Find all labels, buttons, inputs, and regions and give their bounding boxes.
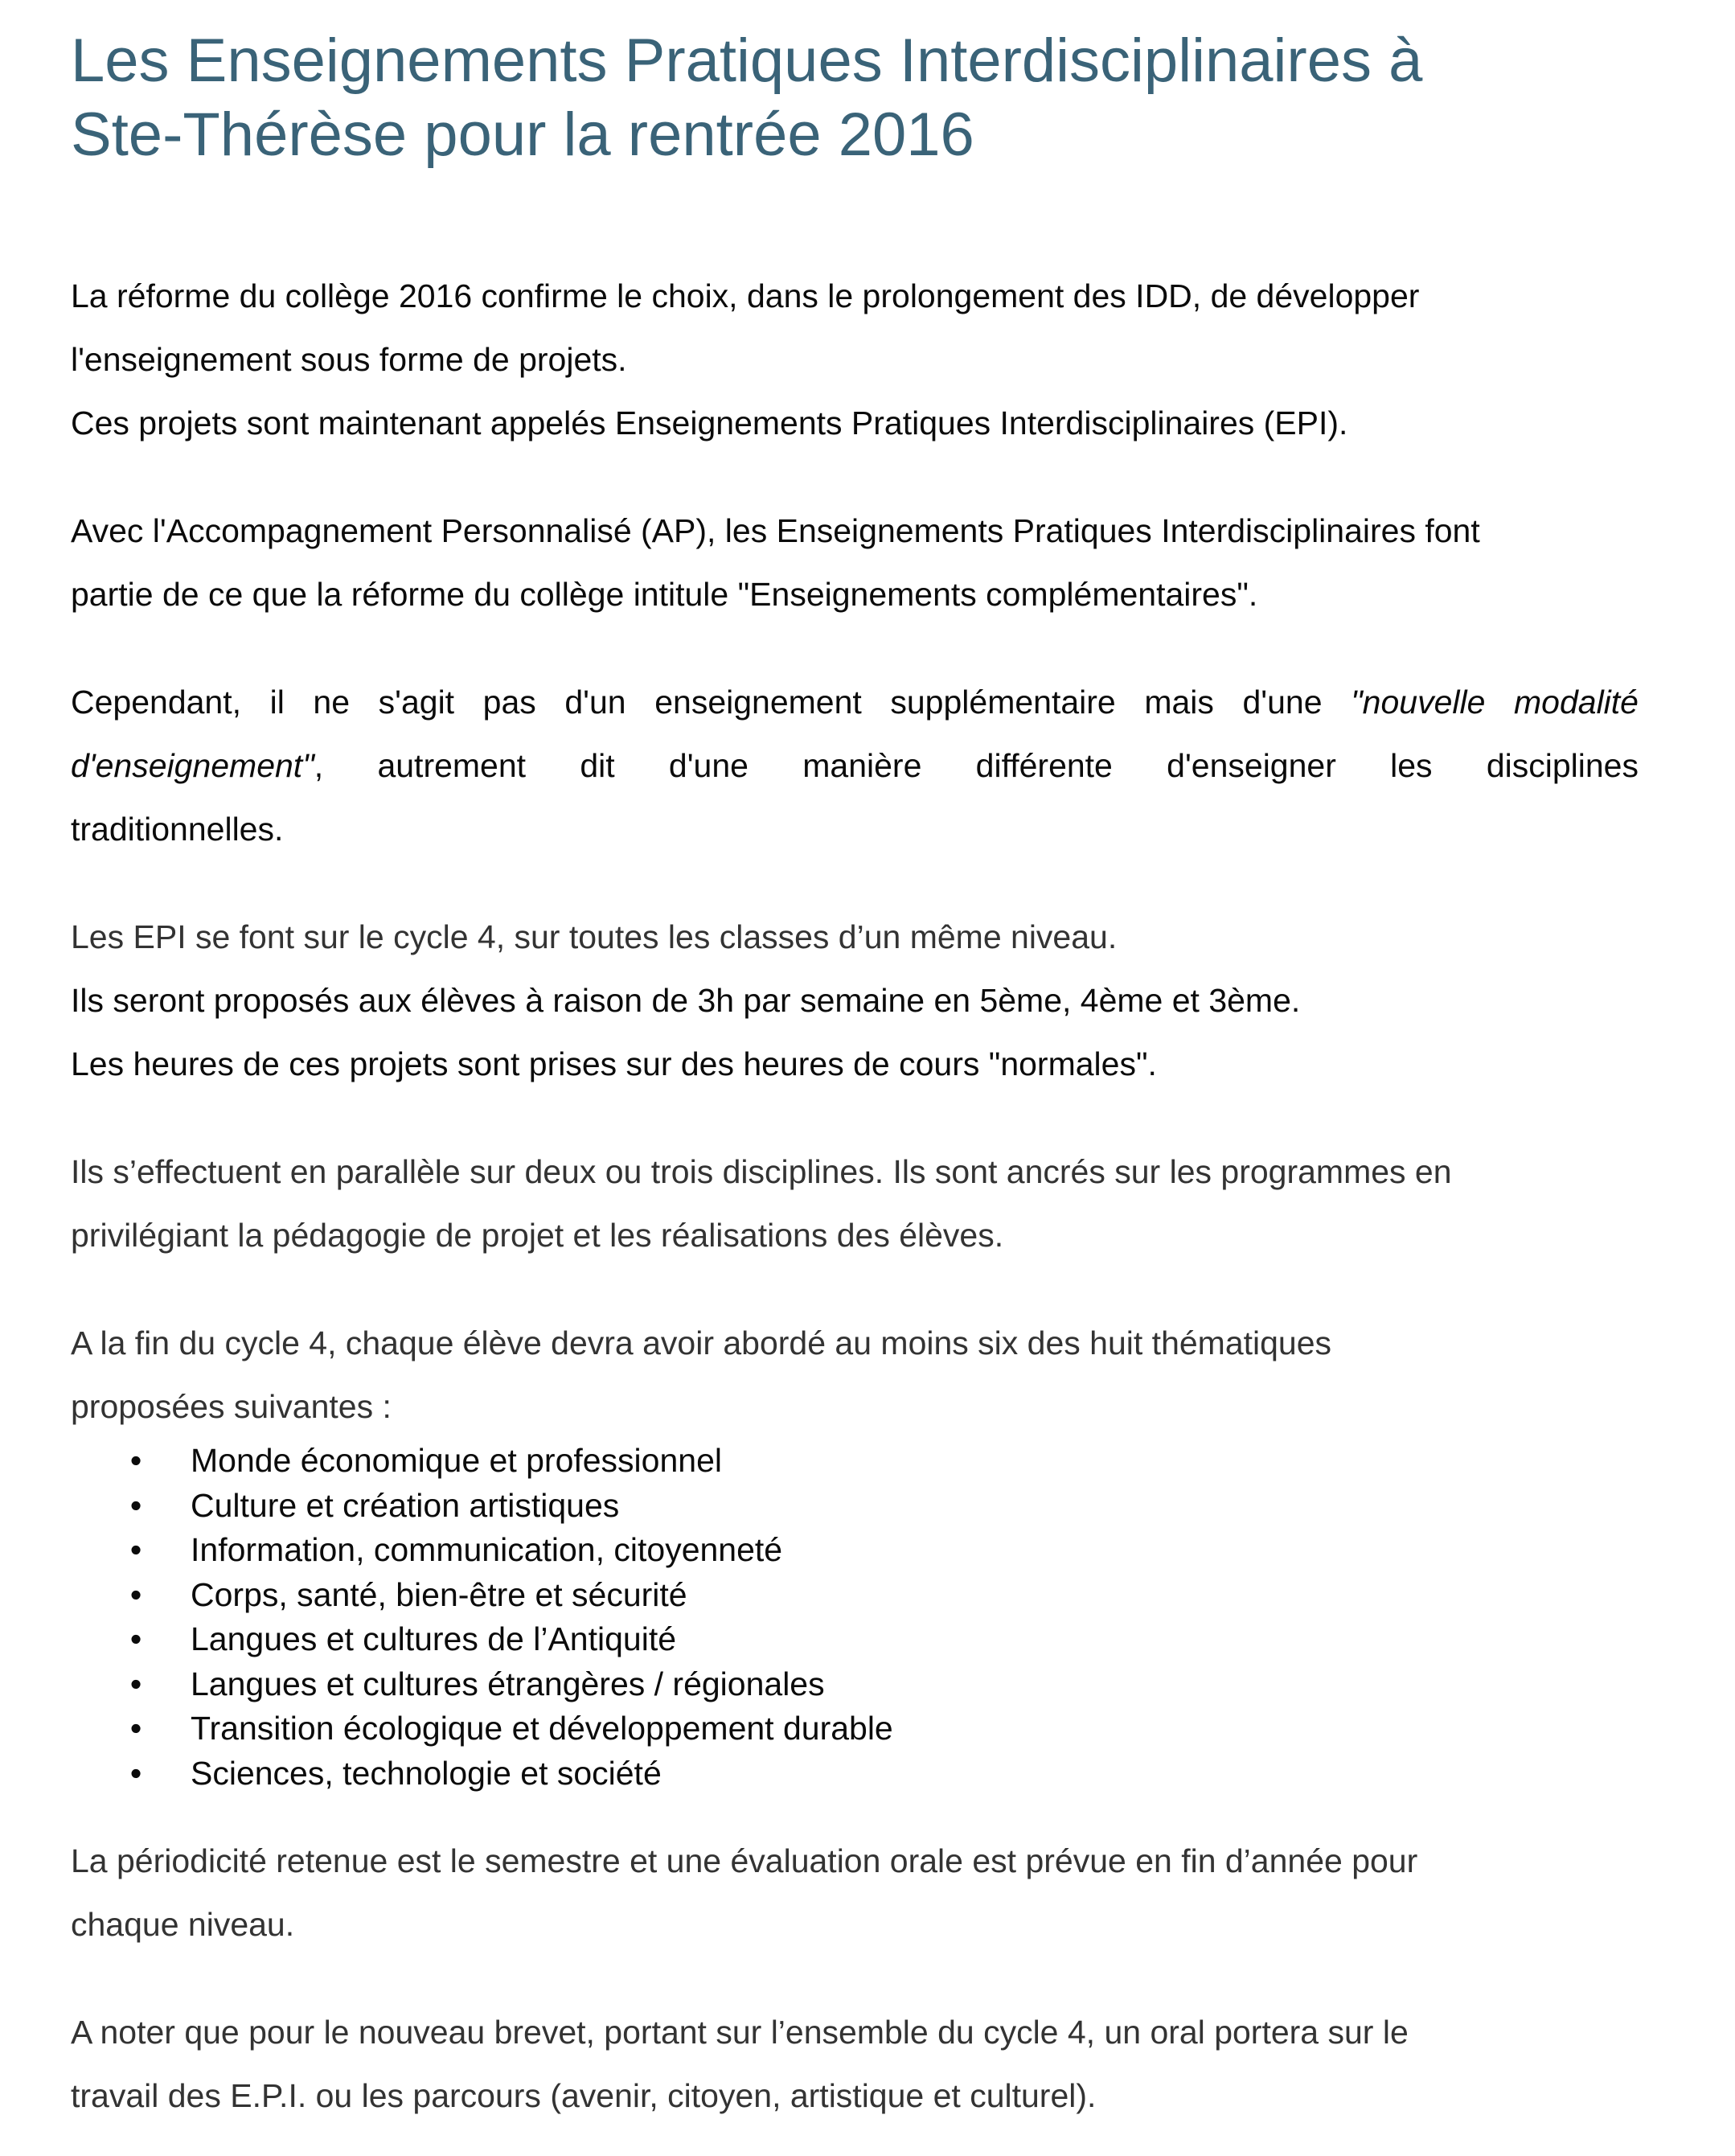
themes-list-item [71, 1528, 1639, 1573]
page-title [71, 24, 1639, 172]
page-title-line-1: Les Enseignements Pratiques Interdisciplinaires à [71, 27, 1423, 95]
fin-cycle-paragraph [71, 1312, 1639, 1439]
bullet-icon: • [129, 1575, 142, 1613]
brevet-line-1: A noter que pour le nouveau brevet, portant sur l’ensemble du cycle 4, un oral portera sur le [71, 2014, 1409, 2051]
themes-list-item [71, 1617, 1639, 1662]
intro-line-3: Ces projets sont maintenant appelés Enseignements Pratiques Interdisciplinaires (EPI). [71, 405, 1348, 441]
themes-list-item-label: Culture et création artistiques [191, 1486, 620, 1524]
bullet-icon: • [129, 1754, 142, 1792]
modalite-line-2-text: , autrement dit d'une manière différente d'enseigner les disciplines [314, 747, 1639, 784]
cycle-line-1: Les EPI se font sur le cycle 4, sur toutes les classes d’un même niveau. [71, 918, 1118, 955]
periodicite-line-2: chaque niveau. [71, 1906, 295, 1943]
themes-list-item [71, 1662, 1639, 1707]
parallele-line-2: privilégiant la pédagogie de projet et les réalisations des élèves. [71, 1217, 1004, 1254]
fin-cycle-line-1: A la fin du cycle 4, chaque élève devra avoir abordé au moins six des huit thématiques [71, 1324, 1332, 1361]
modalite-line-2 [71, 734, 1639, 798]
brevet-paragraph [71, 2001, 1639, 2128]
cycle-line-3: Les heures de ces projets sont prises sur des heures de cours "normales". [71, 1045, 1157, 1082]
themes-list [71, 1439, 1639, 1796]
themes-list-item-label: Information, communication, citoyenneté [191, 1531, 783, 1568]
modalite-line-1 [71, 671, 1639, 734]
themes-list-item [71, 1439, 1639, 1484]
bullet-icon: • [129, 1486, 142, 1524]
themes-list-item-label: Transition écologique et développement durable [191, 1710, 893, 1747]
ap-paragraph [71, 499, 1639, 626]
modalite-paragraph [71, 671, 1639, 861]
modalite-line-1-italic: "nouvelle modalité [1351, 684, 1639, 721]
fin-cycle-line-2: proposées suivantes : [71, 1388, 392, 1425]
periodicite-paragraph [71, 1830, 1639, 1957]
themes-list-item-label: Langues et cultures de l’Antiquité [191, 1620, 677, 1657]
parallele-paragraph [71, 1140, 1639, 1267]
document-page [71, 24, 1639, 2128]
themes-list-item-label: Sciences, technologie et société [191, 1754, 662, 1792]
page-title-line-2: Ste-Thérèse pour la rentrée 2016 [71, 101, 974, 169]
parallele-line-1: Ils s’effectuent en parallèle sur deux ou trois disciplines. Ils sont ancrés sur les programmes en [71, 1153, 1452, 1190]
brevet-line-2: travail des E.P.I. ou les parcours (avenir, citoyen, artistique et culturel). [71, 2077, 1097, 2114]
ap-line-2: partie de ce que la réforme du collège intitule "Enseignements complémentaires". [71, 576, 1258, 613]
modalite-line-2-italic: d'enseignement" [71, 747, 314, 784]
themes-list-item-label: Corps, santé, bien-être et sécurité [191, 1575, 687, 1613]
modalite-line-1-text: Cependant, il ne s'agit pas d'un enseignement supplémentaire mais d'une [71, 684, 1351, 721]
modalite-line-3: traditionnelles. [71, 811, 284, 848]
themes-list-item [71, 1751, 1639, 1797]
themes-list-item [71, 1706, 1639, 1751]
bullet-icon: • [129, 1620, 142, 1657]
themes-list-item [71, 1484, 1639, 1529]
cycle-line-2: Ils seront proposés aux élèves à raison de 3h par semaine en 5ème, 4ème et 3ème. [71, 982, 1301, 1019]
bullet-icon: • [129, 1531, 142, 1568]
periodicite-line-1: La périodicité retenue est le semestre et une évaluation orale est prévue en fin d’année pour [71, 1842, 1418, 1879]
intro-line-1: La réforme du collège 2016 confirme le choix, dans le prolongement des IDD, de développer [71, 277, 1420, 314]
cycle-paragraph [71, 906, 1639, 1096]
themes-list-item-label: Langues et cultures étrangères / régionales [191, 1665, 825, 1702]
bullet-icon: • [129, 1710, 142, 1747]
bullet-icon: • [129, 1442, 142, 1479]
ap-line-1: Avec l'Accompagnement Personnalisé (AP), les Enseignements Pratiques Interdisciplinaires font [71, 512, 1480, 549]
intro-line-2: l'enseignement sous forme de projets. [71, 341, 627, 378]
themes-list-item [71, 1573, 1639, 1618]
bullet-icon: • [129, 1665, 142, 1702]
themes-list-item-label: Monde économique et professionnel [191, 1442, 722, 1479]
intro-paragraph [71, 265, 1639, 455]
